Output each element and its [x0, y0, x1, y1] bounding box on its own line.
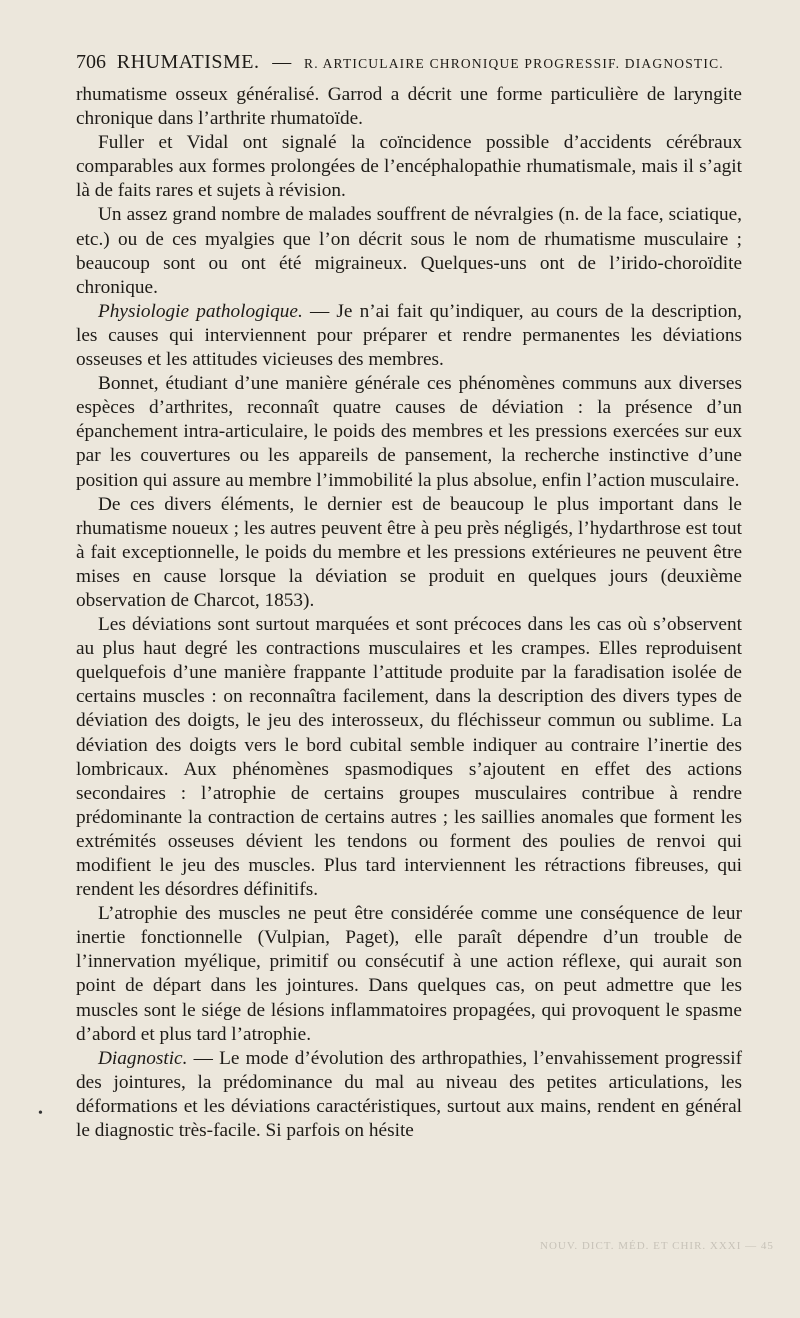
paragraph-8: L’atrophie des muscles ne peut être considérée comme une conséquence de leur inertie fonctionnelle (Vulpian, Paget), elle paraît dépendre d’un trouble de l’innervation myélique, primitif ou consécutif à une action réflexe, qui aurait son point de départ dans les jointures. Dans quelques cas, on peut admettre que les muscles sont le siége de lésions inflammatoires propagées, qui provoquent le spasme d’abord et plus tard l’atrophie.	[76, 903, 742, 1045]
paragraph-7: Les déviations sont surtout marquées et sont précoces dans les cas où s’observent au plus haut degré les contractions musculaires et les crampes. Elles reproduisent quelquefois d’une manière frappante l’attitude produite par la faradisation isolée de certains muscles : on reconnaîtra facilement, dans la description des divers types de déviation des doigts, le jeu des interosseux, du fléchisseur commun ou sublime. La déviation des doigts vers le bord cubital semble indiquer au contraire l’inertie des lombricaux. Aux phénomènes spasmodiques s’ajoutent en effet des actions secondaires : l’atrophie de certains groupes musculaires contribue à rendre prédominante la contraction de certains autres ; les saillies anomales que forment les extrémités osseuses dévient les tendons ou forment des poulies de renvoi qui modifient le jeu des muscles. Plus tard interviennent les rétractions fibreuses, qui rendent les désordres définitifs.	[76, 614, 742, 901]
header-subhead: R. ARTICULAIRE CHRONIQUE PROGRESSIF. DIAGNOSTIC.	[304, 56, 724, 71]
paragraph-6: De ces divers éléments, le dernier est de beaucoup le plus important dans le rhumatisme noueux ; les autres peuvent être à peu près négligés, l’hydarthrose est tout à fait exceptionnelle, le poids du membre et les pressions extérieures ne peuvent être mises en cause lorsque la déviation se produit en quelques jours (deuxième observation de Charcot, 1853).	[76, 493, 742, 611]
body-text	[76, 83, 742, 1143]
running-head: RHUMATISME.	[116, 51, 260, 73]
page-number: 706	[76, 51, 106, 73]
section-heading-diagnostic: Diagnostic.	[98, 1047, 188, 1069]
paragraph-1: rhumatisme osseux généralisé. Garrod a décrit une forme particulière de laryngite chronique dans l’arthrite rhumatoïde.	[76, 84, 742, 130]
paragraph-diagnostic: Diagnostic. — Le mode d’évolution des arthropathies, l’envahissement progressif des jointures, la prédominance du mal au niveau des petites articulations, les déformations et les déviations caractéristiques, surtout aux mains, rendent en général le diagnostic très-facile. Si parfois on hésite	[76, 1047, 742, 1142]
paragraph-2: Fuller et Vidal ont signalé la coïncidence possible d’accidents cérébraux comparables aux formes prolongées de l’encéphalopathie rhumatismale, mais il s’agit là de faits rares et sujets à révision.	[76, 132, 742, 202]
header-dash: —	[272, 52, 292, 73]
paragraph-3: Un assez grand nombre de malades souffrent de névralgies (n. de la face, sciatique, etc.) ou de ces myalgies que l’on décrit sous le nom de rhumatisme musculaire ; beaucoup sont ou ont été migraineux. Quelques-uns ont de l’irido-choroïdite chronique.	[76, 204, 742, 298]
paragraph-physiologie: Physiologie pathologique. — Je n’ai fait qu’indiquer, au cours de la description, les causes qui interviennent pour préparer et rendre permanentes les déviations osseuses et les attitudes vicieuses des membres.	[76, 300, 742, 371]
show-through-footer: NOUV. DICT. MÉD. ET CHIR. XXXI — 45	[540, 1240, 774, 1252]
paragraph-5: Bonnet, étudiant d’une manière générale ces phénomènes communs aux diverses espèces d’arthrites, reconnaît quatre causes de déviation : la présence d’un épanchement intra-articulaire, le poids des membres et les pressions exercées sur eux par les couvertures ou les appareils de pansement, la recherche instinctive d’une position qui assure au membre l’immobilité la plus absolue, enfin l’action musculaire.	[76, 373, 742, 491]
margin-dot: •	[38, 1106, 43, 1121]
page-header	[76, 50, 766, 76]
section-heading-physiologie: Physiologie pathologique.	[98, 300, 303, 322]
